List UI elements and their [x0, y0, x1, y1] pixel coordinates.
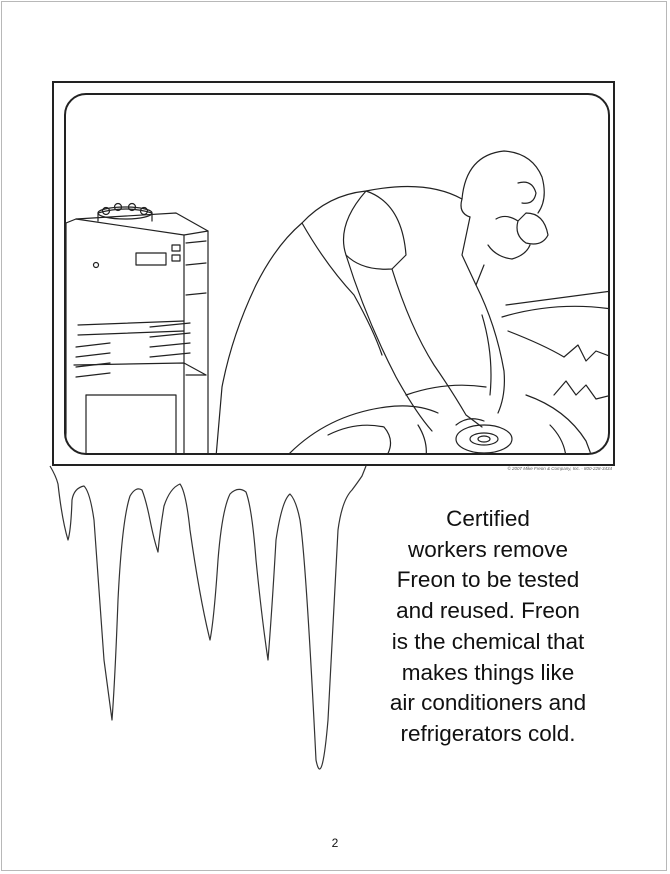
caption-text	[362, 504, 614, 750]
caption-line: air conditioners and	[389, 690, 587, 716]
caption-line: makes things like	[401, 659, 575, 685]
caption-line: workers remove	[407, 536, 569, 562]
caption-line: is the chemical that	[391, 628, 585, 654]
page-number: 2	[331, 836, 339, 850]
caption-line: and reused. Freon	[396, 598, 580, 624]
caption-line: refrigerators cold.	[400, 720, 576, 746]
copyright-credit: © 2007 Mike Freon & Company, Inc. · 800-228-3434	[507, 466, 612, 471]
caption-line: Freon to be tested	[396, 567, 580, 593]
caption-line: Certified	[446, 506, 530, 531]
